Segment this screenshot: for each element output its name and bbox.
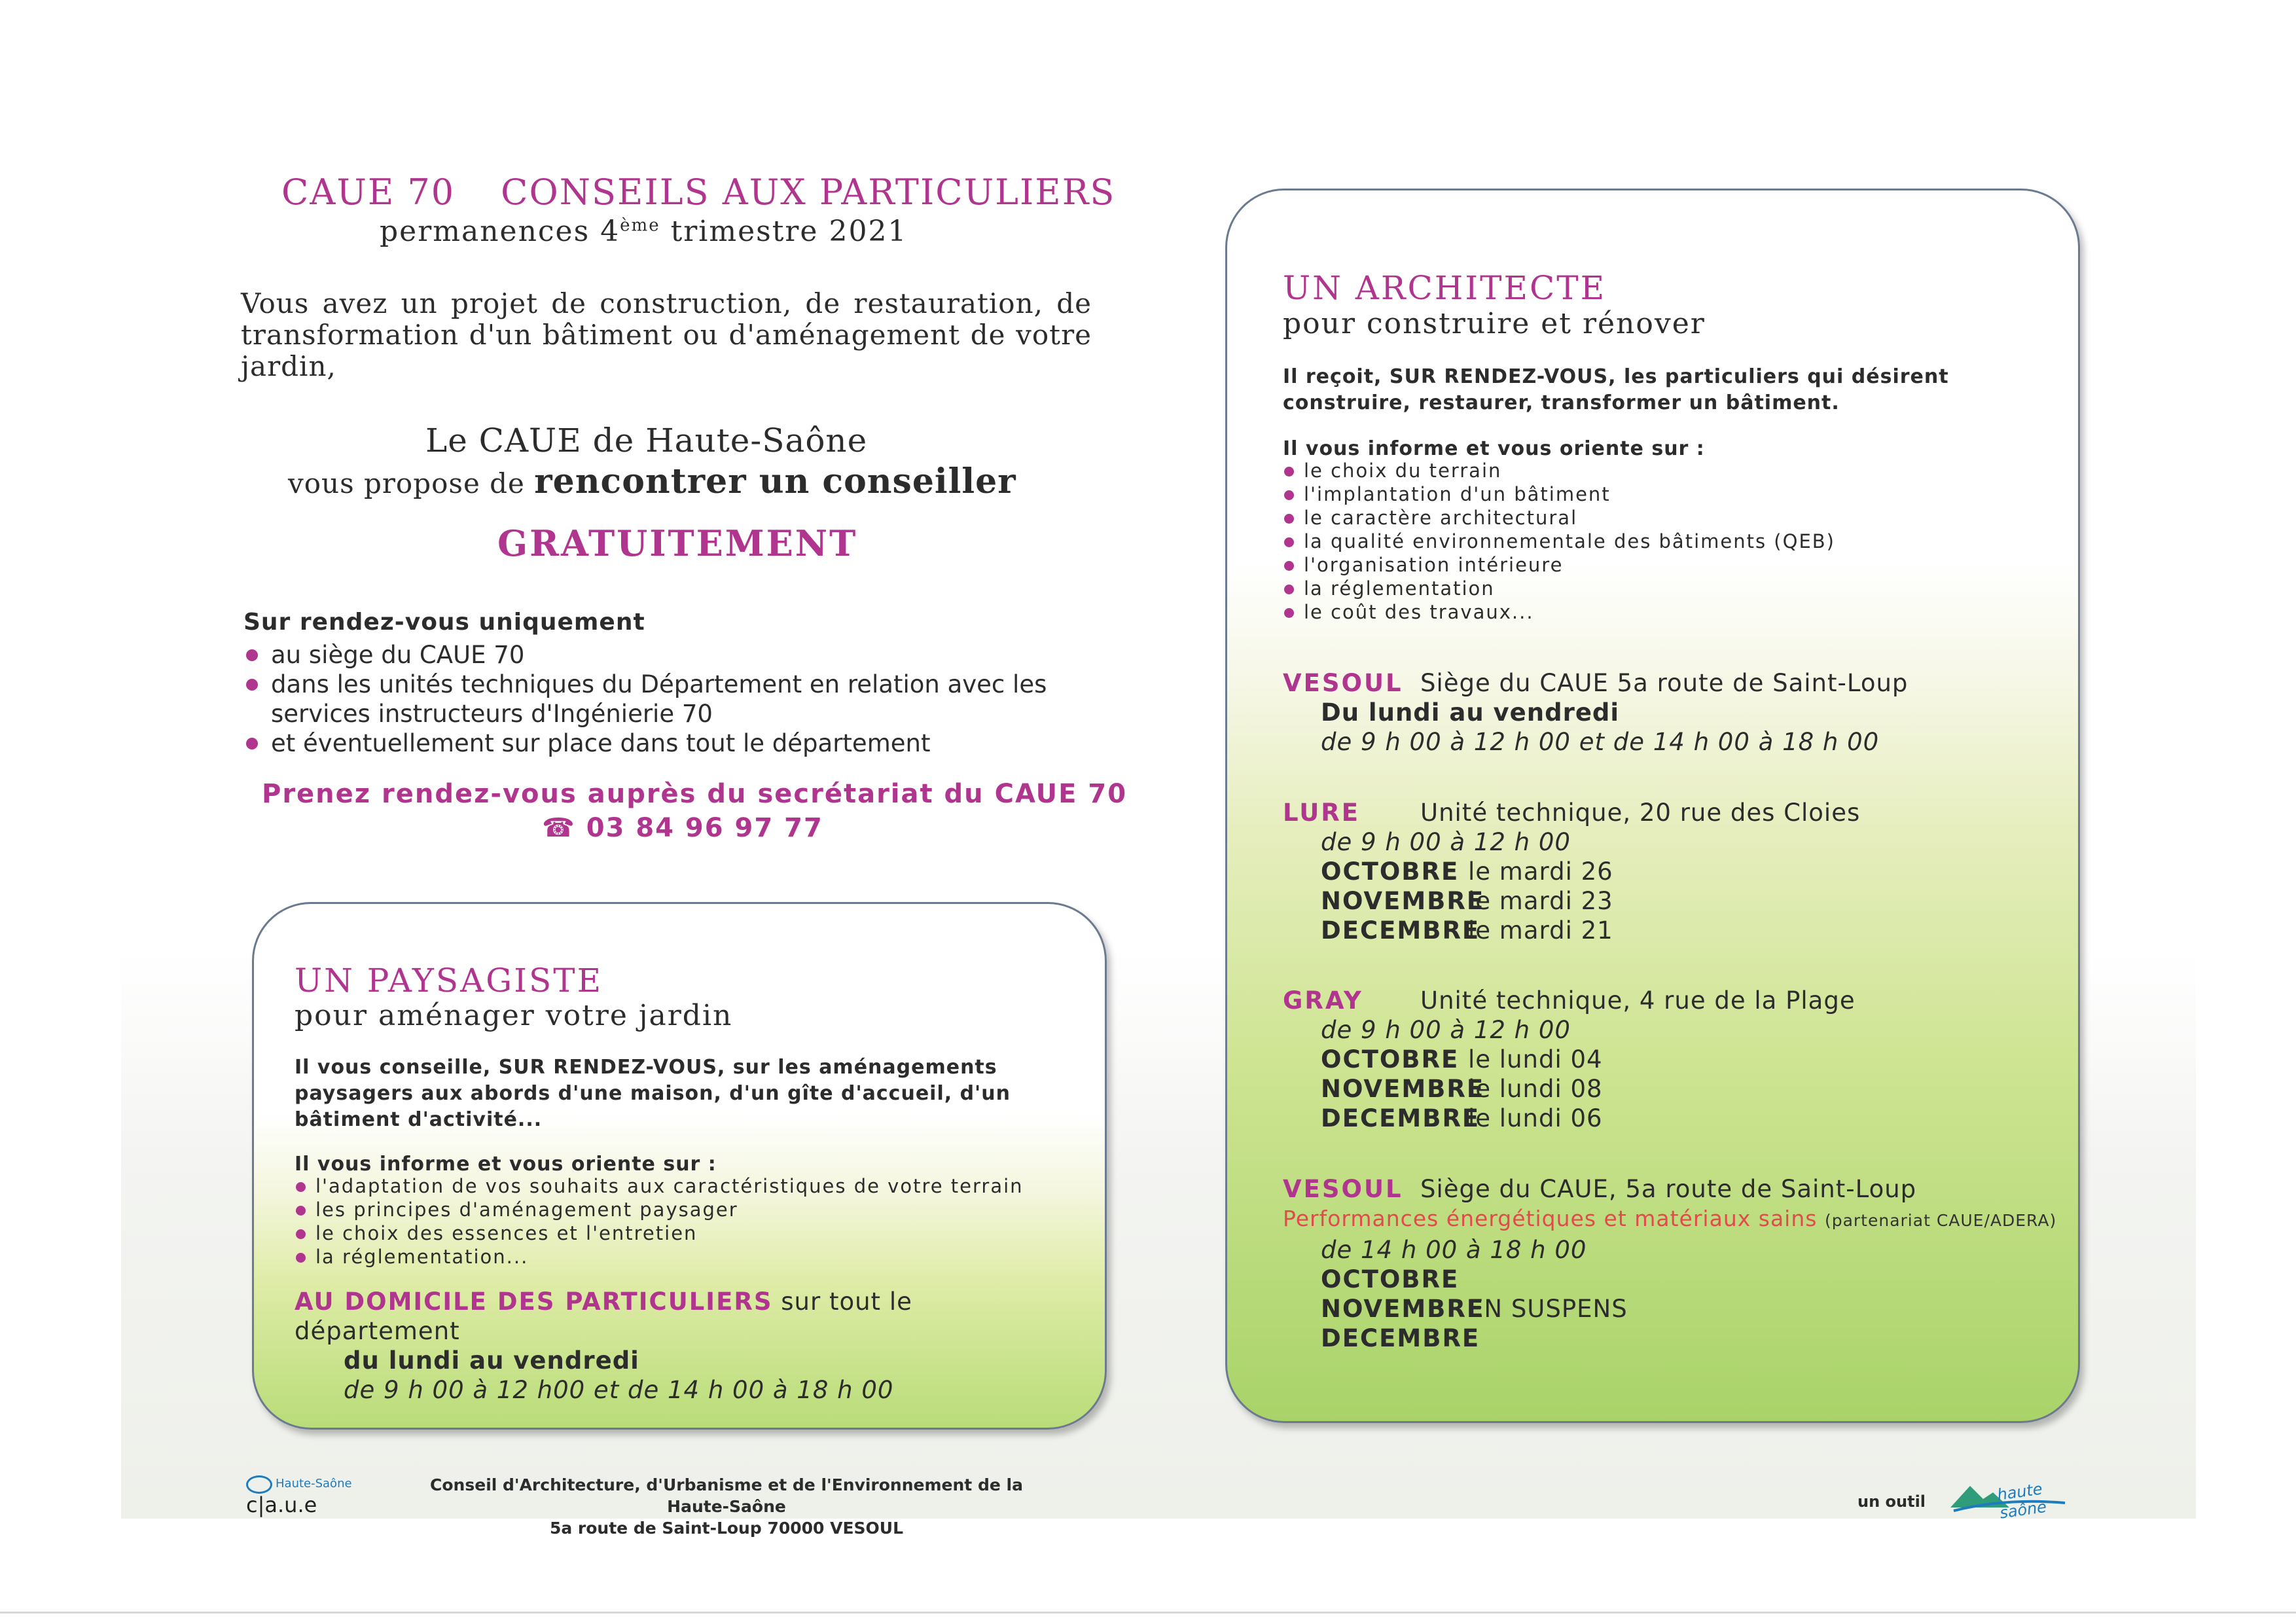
subtitle-sup: ème [620,215,660,236]
title-text: CONSEILS AUX PARTICULIERS [501,171,1116,213]
bullet-icon [1284,514,1294,524]
bullet-icon [1284,585,1294,594]
org-name: CAUE 70 [281,171,456,213]
list-item-text: le choix des essences et l'entretien [315,1222,698,1244]
caue-logo [246,1475,377,1515]
month-label: NOVEMBRE [1321,887,1485,915]
schedule-row [1283,1294,2068,1324]
paysagiste-hours: de 9 h 00 à 12 h00 et de 14 h 00 à 18 h 00 [344,1376,894,1404]
rdv-callout: Prenez rendez-vous auprès du secrétariat du CAUE 70 [262,779,1128,809]
schedule-hours: de 9 h 00 à 12 h 00 [1321,1016,1571,1044]
date-value: EN SUSPENS [1468,1295,1628,1323]
un-outil-text: un outil [1857,1492,1926,1511]
bullet-icon [246,649,258,661]
architecte-intro: Il reçoit, SUR RENDEZ-VOUS, les particuliers qui désirent construire, restaurer, transformer un bâtiment. [1283,365,1949,414]
place-text: Unité technique, 4 rue de la Plage [1420,986,1856,1015]
schedule-row [1283,1104,2068,1133]
city-name: GRAY [1283,986,1363,1015]
month-label: DECEMBRE [1321,1324,1480,1352]
month-label: NOVEMBRE [1321,1075,1485,1103]
month-label: OCTOBRE [1321,857,1460,886]
logo-main-text: c|a.u.e [246,1492,317,1517]
list-item [1283,506,2036,530]
intro-paragraph: Vous avez un projet de construction, de restauration, de transformation d'un bâtiment ou d'aménagement de votre jardin, [241,287,1092,382]
schedule-row [1283,1045,2068,1074]
subtitle-pre: permanences 4 [380,215,620,248]
schedule-hours: de 9 h 00 à 12 h 00 [1321,828,1571,856]
architecte-title: UN ARCHITECTE [1283,269,1607,307]
list-item [243,640,1127,670]
architecte-card [1225,189,2080,1423]
list-item [295,1198,1067,1221]
footer-line2: 5a route de Saint-Loup 70000 VESOUL [549,1519,904,1538]
list-item-text: la qualité environnementale des bâtiments (QEB) [1304,530,1835,552]
bullet-icon [296,1253,306,1263]
bullet-icon [1284,561,1294,571]
caue-heading: Le CAUE de Haute-Saône [425,422,868,460]
list-item [243,670,1127,729]
list-item-text: le caractère architectural [1304,507,1578,529]
list-item-text: la réglementation [1304,577,1495,600]
perf-line [1283,1204,2068,1235]
month-label: OCTOBRE [1321,1045,1460,1074]
list-item-text: l'adaptation de vos souhaits aux caractéristiques de votre terrain [315,1175,1024,1197]
list-item-text: l'organisation intérieure [1304,554,1564,576]
paysagiste-days: du lundi au vendredi [344,1346,639,1375]
schedule-header [1283,986,2068,1015]
month-label: DECEMBRE [1321,916,1480,945]
city-name: VESOUL [1283,1175,1403,1203]
partner-text: (partenariat CAUE/ADERA) [1824,1211,2057,1230]
city-name: LURE [1283,799,1361,827]
schedule-days: Du lundi au vendredi [1321,698,1620,727]
month-label: OCTOBRE [1321,1265,1460,1293]
logo-small-text: Haute-Saône [276,1477,352,1490]
page-title [281,171,1115,213]
footer-line1: Conseil d'Architecture, d'Urbanisme et de l'Environnement de la Haute-Saône [430,1475,1023,1516]
paysagiste-info-heading: Il vous informe et vous oriente sur : [295,1153,717,1176]
place-text: Siège du CAUE 5a route de Saint-Loup [1420,669,1909,697]
bullet-icon [1284,537,1294,547]
bullet-icon [1284,490,1294,500]
paysagiste-card [252,902,1107,1430]
month-label: NOVEMBRE [1321,1295,1485,1323]
date-value: le mardi 23 [1468,887,1613,915]
list-item-text: le coût des travaux... [1304,601,1534,623]
page-bottom-line [0,1612,2296,1614]
phone-number: ☎ 03 84 96 97 77 [542,813,823,843]
paysagiste-title: UN PAYSAGISTE [295,962,603,1000]
logo-mark-icon [246,1475,272,1494]
list-item [243,729,1127,758]
architecte-subtitle: pour construire et rénover [1283,307,1706,340]
schedule-lure [1283,798,2068,945]
schedule-header [1283,1174,2068,1204]
footer-address [399,1474,1054,1539]
date-value: le mardi 21 [1468,916,1613,945]
domicile-rest: sur tout le département [295,1288,912,1345]
propose-big: rencontrer un conseiller [534,461,1016,501]
bullet-icon [1284,608,1294,618]
architecte-info-heading: Il vous informe et vous oriente sur : [1283,437,1705,460]
schedule-vesoul-perf [1283,1174,2068,1353]
propose-pre: vous propose de [288,467,535,499]
list-item [1283,482,2036,506]
date-value: le lundi 06 [1468,1104,1603,1132]
rdv-list [243,640,1127,758]
perf-text: Performances énergétiques et matériaux sains [1283,1206,1818,1231]
list-item [295,1221,1067,1245]
list-item-text: l'implantation d'un bâtiment [1304,483,1611,505]
date-value: le lundi 04 [1468,1045,1603,1074]
list-item [1283,530,2036,553]
schedule-row [1283,857,2068,886]
bullet-icon [246,679,258,691]
list-item-text: le choix du terrain [1304,460,1502,482]
city-name: VESOUL [1283,669,1403,697]
architecte-list [1283,459,2036,624]
page-subtitle [380,215,907,248]
schedule-gray [1283,986,2068,1133]
schedule-header [1283,798,2068,827]
schedule-row [1283,1265,2068,1294]
list-item [295,1245,1067,1269]
place-text: Siège du CAUE, 5a route de Saint-Loup [1420,1175,1917,1203]
haute-saone-logo [1947,1478,2072,1523]
paysagiste-intro: Il vous conseille, SUR RENDEZ-VOUS, sur les aménagements paysagers aux abords d'une maison, d'un gîte d'accueil, d'un bâtiment d'activité... [295,1056,1011,1131]
list-item [1283,553,2036,577]
schedule-header [1283,668,2068,698]
list-item [295,1174,1067,1198]
schedule-row [1283,1324,2068,1353]
paysagiste-list [295,1174,1067,1269]
list-item-text: les principes d'aménagement paysager [315,1199,738,1221]
propose-line [288,461,1016,501]
domicile-label: AU DOMICILE DES PARTICULIERS [295,1288,773,1316]
hs-logo-text: haute saône [1996,1479,2048,1523]
gratuit-heading: GRATUITEMENT [497,522,858,564]
domicile-line [295,1287,1080,1346]
paysagiste-schedule [295,1287,1080,1405]
date-value: le mardi 26 [1468,857,1613,886]
bullet-icon [296,1229,306,1239]
schedule-row [1283,886,2068,916]
place-text: Unité technique, 20 rue des Cloies [1420,799,1861,827]
paysagiste-subtitle: pour aménager votre jardin [295,999,733,1032]
list-item-text: et éventuellement sur place dans tout le département [271,729,931,757]
list-item-text: la réglementation... [315,1246,529,1268]
list-item [1283,600,2036,624]
date-value: le lundi 08 [1468,1075,1603,1103]
list-item [1283,577,2036,600]
subtitle-post: trimestre 2021 [660,215,908,248]
bullet-icon [246,738,258,749]
schedule-hours: de 14 h 00 à 18 h 00 [1321,1236,1587,1264]
bullet-icon [296,1206,306,1216]
schedule-row [1283,916,2068,945]
bullet-icon [1284,467,1294,477]
month-label: DECEMBRE [1321,1104,1480,1132]
rdv-heading: Sur rendez-vous uniquement [243,609,645,636]
bullet-icon [296,1182,306,1192]
schedule-row [1283,1074,2068,1104]
list-item-text: dans les unités techniques du Département en relation avec les services instructeurs d'Ingénierie 70 [271,670,1047,728]
list-item [1283,459,2036,482]
schedule-hours: de 9 h 00 à 12 h 00 et de 14 h 00 à 18 h 00 [1321,728,1880,756]
list-item-text: au siège du CAUE 70 [271,641,525,669]
schedule-vesoul-main [1283,668,2068,757]
